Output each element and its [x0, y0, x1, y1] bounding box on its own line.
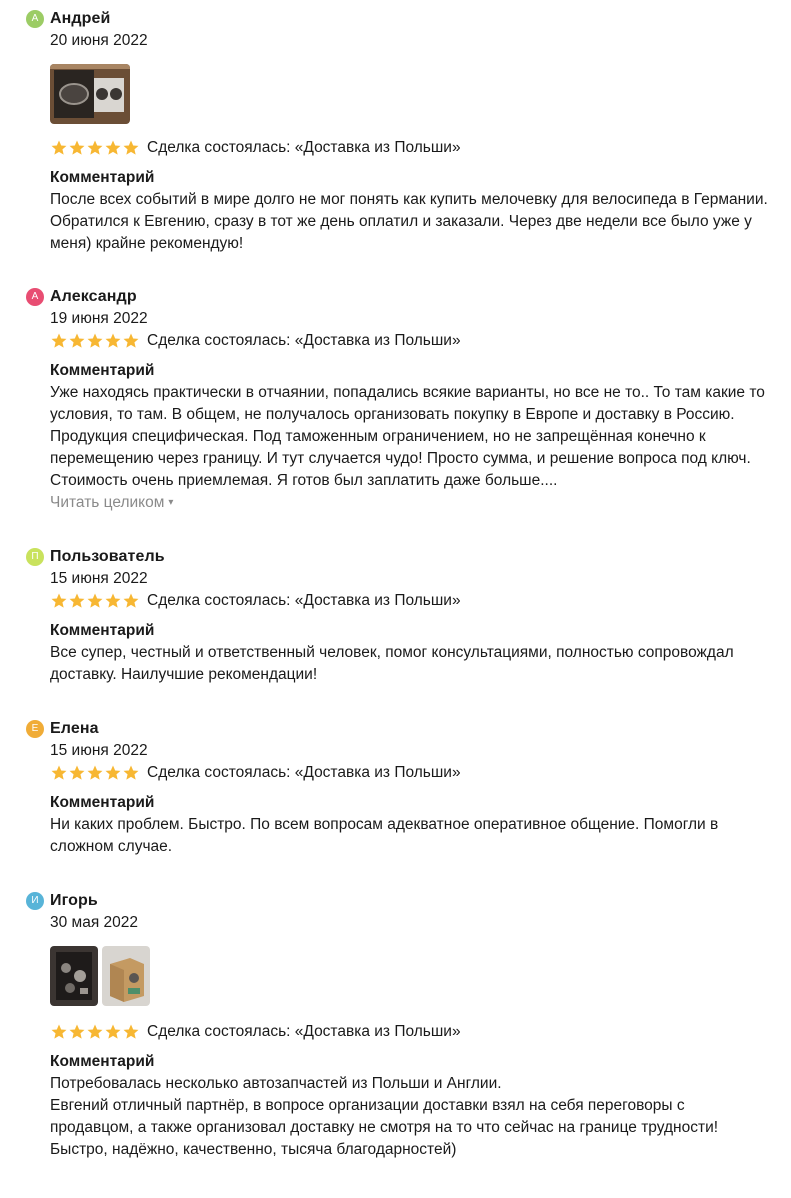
- review-card: [26, 890, 777, 1161]
- review-date: 15 июня 2022: [50, 570, 148, 587]
- star-icon: [68, 1023, 86, 1041]
- reviewer-name: Елена: [50, 720, 99, 737]
- star-icon: [122, 592, 140, 610]
- rating-stars: [50, 1023, 140, 1041]
- deal-status: Сделка состоялась: «Доставка из Польши»: [147, 592, 461, 609]
- reviewer-name: Пользователь: [50, 548, 165, 565]
- rating-row: [50, 590, 777, 612]
- comment-text: Ни каких проблем. Быстро. По всем вопросам адекватное оперативное общение. Помогли в сложном случае.: [50, 816, 719, 855]
- deal-status: Сделка состоялась: «Доставка из Польши»: [147, 332, 461, 349]
- review-card: [26, 8, 777, 255]
- reviewer-name: Александр: [50, 288, 137, 305]
- parts-photo-icon[interactable]: [50, 946, 98, 1006]
- comment-text: Потребовалась несколько автозапчастей из Польши и Англии. Евгений отличный партнёр, в вопросе организации доставки взял на себя переговоры с продавцом, а также организовал доставку не смотря на то что сейчас на границе трудности! Быстро, надёжно, качественно, тысяча благодарностей): [50, 1075, 719, 1158]
- star-icon: [104, 592, 122, 610]
- star-icon: [68, 332, 86, 350]
- star-icon: [50, 764, 68, 782]
- star-icon: [86, 139, 104, 157]
- review-card: [26, 546, 777, 686]
- star-icon: [104, 1023, 122, 1041]
- star-icon: [104, 764, 122, 782]
- deal-status: Сделка состоялась: «Доставка из Польши»: [147, 764, 461, 781]
- box-photo-icon[interactable]: [102, 946, 150, 1006]
- star-icon: [50, 332, 68, 350]
- star-icon: [50, 1023, 68, 1041]
- avatar: А: [26, 10, 44, 28]
- star-icon: [68, 139, 86, 157]
- rating-stars: [50, 332, 140, 350]
- star-icon: [86, 1023, 104, 1041]
- star-icon: [122, 139, 140, 157]
- star-icon: [122, 764, 140, 782]
- star-icon: [122, 332, 140, 350]
- star-icon: [86, 592, 104, 610]
- rating-stars: [50, 139, 140, 157]
- star-icon: [50, 592, 68, 610]
- comment-text: Все супер, честный и ответственный человек, помог консультациями, полностью сопровождал доставку. Наилучшие рекомендации!: [50, 644, 734, 683]
- star-icon: [104, 332, 122, 350]
- comment-text: Уже находясь практически в отчаянии, попадались всякие варианты, но все не то.. То там какие то условия, то там. В общем, не получалось организовать покупку в Европе и доставку в Россию. Продукция специфическая. Под таможенным ограничением, но не запрещённая конечно к перемещению через границу. И тут случается чудо! Просто сумма, и решение вопроса под ключ. Стоимость очень приемлемая. Я готов был заплатить даже больше....: [50, 384, 765, 489]
- comment-title: Комментарий: [50, 169, 155, 186]
- rating-row: [50, 1021, 777, 1043]
- chevron-down-icon: ▾: [168, 497, 174, 508]
- star-icon: [68, 592, 86, 610]
- reviewer-name: Андрей: [50, 10, 111, 27]
- star-icon: [122, 1023, 140, 1041]
- star-icon: [86, 764, 104, 782]
- rating-row: [50, 330, 777, 352]
- star-icon: [68, 764, 86, 782]
- comment-title: Комментарий: [50, 622, 155, 639]
- star-icon: [50, 139, 68, 157]
- avatar: И: [26, 892, 44, 910]
- read-more-label: Читать целиком: [50, 494, 165, 511]
- avatar: Е: [26, 720, 44, 738]
- deal-status: Сделка состоялась: «Доставка из Польши»: [147, 139, 461, 156]
- review-header: [26, 890, 777, 912]
- star-icon: [86, 332, 104, 350]
- avatar: П: [26, 548, 44, 566]
- rating-stars: [50, 592, 140, 610]
- comment-title: Комментарий: [50, 794, 155, 811]
- review-date: 19 июня 2022: [50, 310, 148, 327]
- review-card: [26, 718, 777, 858]
- review-photos: [50, 946, 777, 1006]
- reviewer-name: Игорь: [50, 892, 98, 909]
- review-photos: [50, 64, 777, 124]
- avatar: А: [26, 288, 44, 306]
- review-header: [26, 718, 777, 740]
- review-date: 30 мая 2022: [50, 914, 139, 931]
- review-header: [26, 546, 777, 568]
- deal-status: Сделка состоялась: «Доставка из Польши»: [147, 1023, 461, 1040]
- review-header: [26, 8, 777, 30]
- review-card: [26, 286, 777, 514]
- rating-row: [50, 137, 777, 159]
- comment-title: Комментарий: [50, 362, 155, 379]
- review-date: 20 июня 2022: [50, 32, 148, 49]
- review-header: [26, 286, 777, 308]
- read-more-link[interactable]: [50, 492, 173, 514]
- comment-title: Комментарий: [50, 1053, 155, 1070]
- rating-stars: [50, 764, 140, 782]
- product-photo-icon[interactable]: [50, 64, 130, 124]
- star-icon: [104, 139, 122, 157]
- comment-text: После всех событий в мире долго не мог понять как купить мелочевку для велосипеда в Германии. Обратился к Евгению, сразу в тот же день оплатил и заказали. Через две недели все было уже у меня) крайне рекомендую!: [50, 191, 768, 252]
- review-date: 15 июня 2022: [50, 742, 148, 759]
- rating-row: [50, 762, 777, 784]
